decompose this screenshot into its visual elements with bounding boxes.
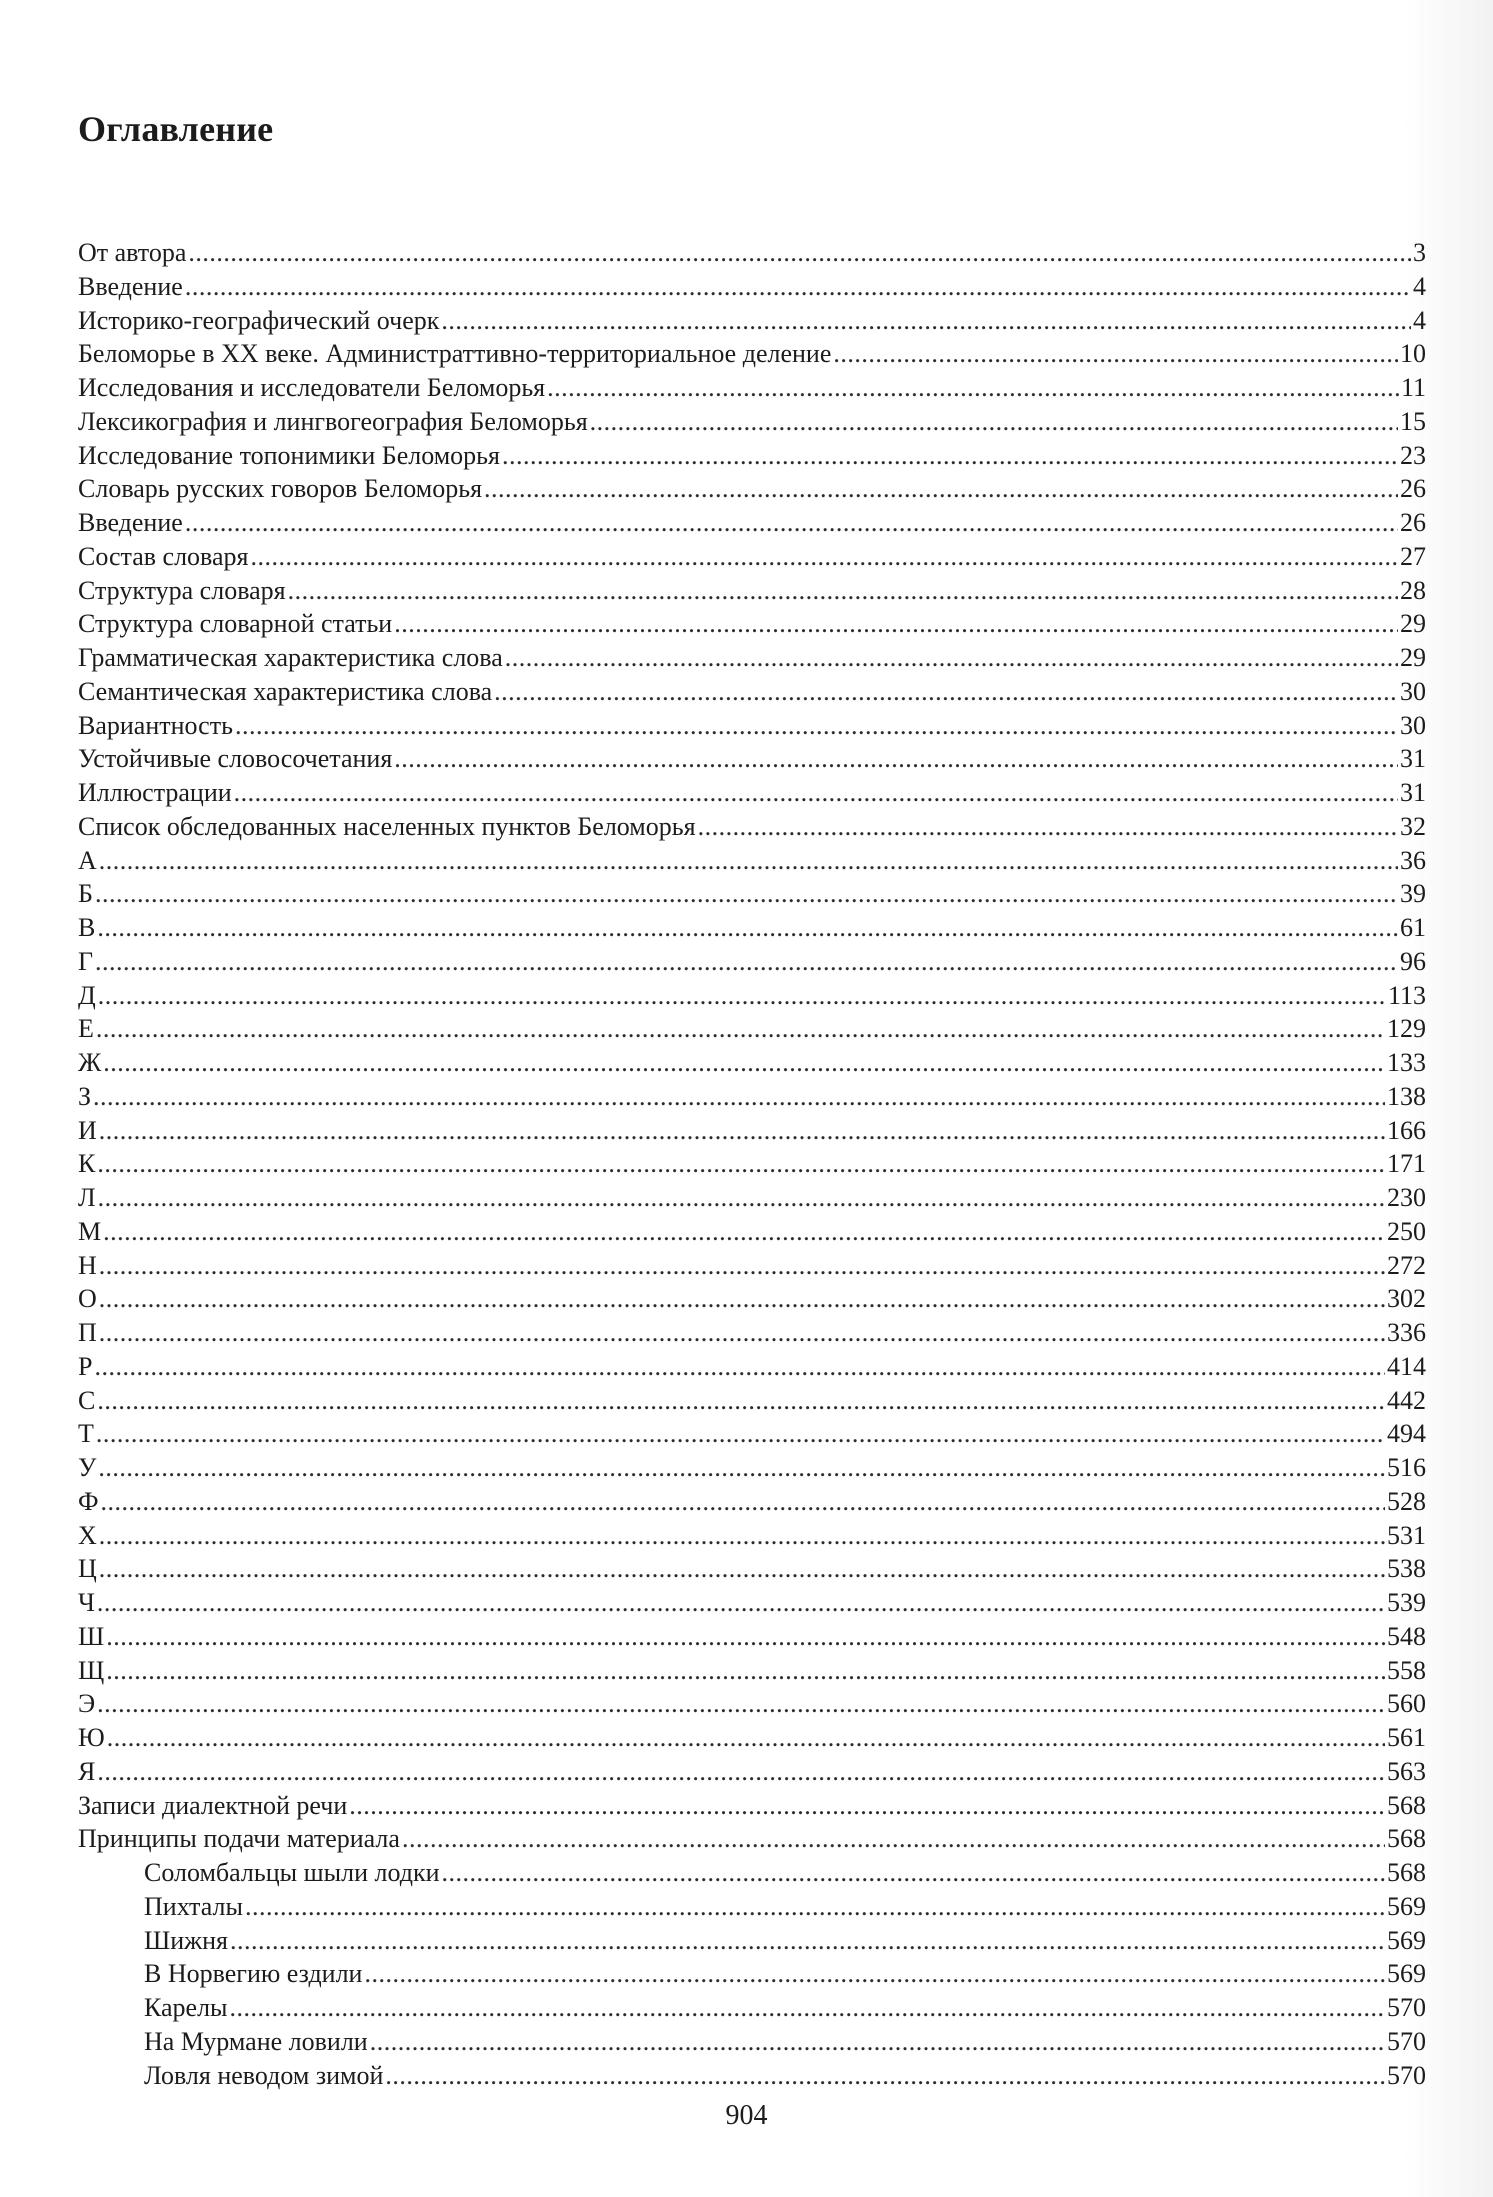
toc-page-number: 30 xyxy=(1400,710,1426,740)
toc-page-number: 61 xyxy=(1400,913,1426,942)
toc-page-number: 36 xyxy=(1400,845,1426,875)
toc-subentry xyxy=(78,1957,1426,1991)
toc-page-number: 558 xyxy=(1387,1655,1426,1685)
toc-subentry xyxy=(78,2059,1426,2093)
page-number: 904 xyxy=(725,2100,768,2131)
toc-entry-title: Н xyxy=(78,1250,97,1280)
toc-page-number: 414 xyxy=(1387,1351,1426,1381)
dot-leader xyxy=(99,1114,1385,1148)
dot-leader xyxy=(698,810,1398,844)
toc-entry-title: Ж xyxy=(78,1048,102,1077)
toc-entry-title: О xyxy=(78,1284,97,1314)
toc-page-number: 11 xyxy=(1400,373,1426,402)
dot-leader xyxy=(106,1620,1385,1654)
dot-leader xyxy=(484,472,1398,506)
dot-leader xyxy=(93,1080,1385,1114)
toc-entry-title: Б xyxy=(78,879,93,909)
toc-entry xyxy=(78,1316,1426,1350)
toc-entry-title: Р xyxy=(78,1351,93,1381)
toc-entry-title: З xyxy=(78,1081,92,1111)
dot-leader xyxy=(502,439,1398,473)
toc-page-number: 171 xyxy=(1387,1149,1426,1179)
toc-entry-title: Х xyxy=(78,1520,97,1550)
toc-entry xyxy=(78,439,1426,473)
toc-page-number: 4 xyxy=(1413,305,1426,335)
toc-entry-title: П xyxy=(78,1318,97,1347)
toc-page-number: 230 xyxy=(1387,1183,1426,1212)
dot-leader xyxy=(98,1181,1385,1215)
toc-entry xyxy=(78,877,1426,911)
toc-page-number: 272 xyxy=(1387,1250,1426,1280)
toc-entry-title: Щ xyxy=(78,1655,105,1685)
dot-leader xyxy=(245,1890,1385,1924)
toc-entry xyxy=(78,1687,1426,1721)
toc-page-number: 569 xyxy=(1387,1925,1426,1955)
toc-entry xyxy=(78,607,1426,641)
toc-entry xyxy=(78,540,1426,574)
toc-entry xyxy=(78,1384,1426,1418)
toc-entry xyxy=(78,1451,1426,1485)
toc-page-number: 31 xyxy=(1400,744,1426,774)
toc-entry-title: Беломорье в XX веке. Администраттивно-территориальное деление xyxy=(78,339,832,369)
toc-entry xyxy=(78,776,1426,810)
dot-leader xyxy=(442,1856,1385,1890)
toc-entry xyxy=(78,1215,1426,1249)
dot-leader xyxy=(98,979,1386,1013)
dot-leader xyxy=(370,2025,1385,2059)
dot-leader xyxy=(185,506,1398,540)
toc-page-number: 494 xyxy=(1387,1419,1426,1449)
toc-entry-title: Г xyxy=(78,946,94,976)
toc-page-number: 96 xyxy=(1400,946,1426,976)
dot-leader xyxy=(97,1687,1385,1721)
toc-entry-title: Список обследованных населенных пунктов Беломорья xyxy=(78,811,696,841)
toc-entry-title: М xyxy=(78,1216,102,1246)
dot-leader xyxy=(590,405,1398,439)
toc-entry-title: Словарь русских говоров Беломорья xyxy=(78,474,483,504)
toc-entry-title: Введение xyxy=(78,271,183,301)
toc-entry xyxy=(78,1586,1426,1620)
dot-leader xyxy=(833,337,1398,371)
toc-page-number: 29 xyxy=(1400,609,1426,639)
toc-entry-title: Исследования и исследователи Беломорья xyxy=(78,373,546,402)
toc-entry-title: От автора xyxy=(78,238,187,267)
toc-page-number: 28 xyxy=(1400,575,1426,605)
dot-leader xyxy=(364,1957,1385,1991)
toc-entry xyxy=(78,1417,1426,1451)
dot-leader xyxy=(235,709,1398,743)
toc-entry-title: Состав словаря xyxy=(78,541,249,571)
toc-entry-title: С xyxy=(78,1385,96,1415)
toc-page-number: 560 xyxy=(1387,1689,1426,1719)
toc-page-number: 569 xyxy=(1387,1959,1426,1989)
toc-page-number: 528 xyxy=(1387,1486,1426,1516)
dot-leader xyxy=(188,236,1411,270)
toc-entry xyxy=(78,304,1426,338)
toc-page-number: 27 xyxy=(1400,541,1426,571)
toc-entry-title: Записи диалектной речи xyxy=(78,1790,348,1820)
toc-entry xyxy=(78,945,1426,979)
dot-leader xyxy=(385,2059,1385,2093)
toc-entry xyxy=(78,1721,1426,1755)
toc-page-number: 10 xyxy=(1400,339,1426,369)
toc-entry xyxy=(78,371,1426,405)
dot-leader xyxy=(95,945,1398,979)
toc-page-number: 548 xyxy=(1387,1621,1426,1651)
toc-entry-title: В Норвегию ездили xyxy=(144,1959,363,1989)
dot-leader xyxy=(107,1721,1385,1755)
toc-entry-title: Ф xyxy=(78,1486,99,1516)
toc-entry-title: Введение xyxy=(78,508,183,537)
toc-entry-title: Устойчивые словосочетания xyxy=(78,744,393,774)
dot-leader xyxy=(99,1316,1385,1350)
toc-entry-title: Иллюстрации xyxy=(78,778,232,807)
toc-entry-title: Лексикография и лингвогеография Беломорья xyxy=(78,406,588,436)
toc-page-number: 561 xyxy=(1387,1723,1426,1752)
dot-leader xyxy=(99,1282,1385,1316)
dot-leader xyxy=(106,1654,1385,1688)
toc-entry-title: Т xyxy=(78,1419,94,1449)
toc-entry-title: У xyxy=(78,1453,97,1482)
dot-leader xyxy=(234,776,1398,810)
toc-entry xyxy=(78,405,1426,439)
dot-leader xyxy=(101,1485,1385,1519)
toc-entry xyxy=(78,1822,1426,1856)
toc-page-number: 538 xyxy=(1387,1554,1426,1584)
toc-subentry xyxy=(78,1991,1426,2025)
toc-page-number: 3 xyxy=(1413,238,1426,267)
toc-entry xyxy=(78,911,1426,945)
toc-page-number: 568 xyxy=(1387,1858,1426,1887)
dot-leader xyxy=(99,1249,1385,1283)
toc-entry xyxy=(78,1012,1426,1046)
toc-page-number: 31 xyxy=(1400,778,1426,807)
toc-entry-title: Ц xyxy=(78,1554,97,1584)
toc-page-number: 39 xyxy=(1400,879,1426,909)
dot-leader xyxy=(97,1147,1385,1181)
toc-subentry xyxy=(78,1856,1426,1890)
dot-leader xyxy=(94,1350,1385,1384)
dot-leader xyxy=(95,877,1398,911)
dot-leader xyxy=(99,844,1398,878)
toc-entry xyxy=(78,709,1426,743)
toc-entry-title: Вариантность xyxy=(78,710,233,740)
dot-leader xyxy=(103,1215,1385,1249)
toc-page-number: 568 xyxy=(1387,1824,1426,1854)
toc-entry xyxy=(78,1755,1426,1789)
toc-page-number: 531 xyxy=(1387,1520,1426,1550)
toc-entry-title: Структура словаря xyxy=(78,575,286,605)
toc-page-number: 133 xyxy=(1387,1048,1426,1077)
toc-entry xyxy=(78,574,1426,608)
toc-entry xyxy=(78,1552,1426,1586)
toc-entry-title: Е xyxy=(78,1014,94,1044)
dot-leader xyxy=(185,270,1411,304)
toc-page-number: 4 xyxy=(1413,271,1426,301)
toc-entry xyxy=(78,1519,1426,1553)
toc-entry xyxy=(78,1789,1426,1823)
toc-entry-title: На Мурмане ловили xyxy=(144,2026,368,2056)
toc-entry-title: К xyxy=(78,1149,96,1179)
toc-entry-title: Д xyxy=(78,980,96,1010)
toc-entry xyxy=(78,1147,1426,1181)
dot-leader xyxy=(394,742,1398,776)
toc-page-number: 29 xyxy=(1400,643,1426,672)
toc-subentry xyxy=(78,2025,1426,2059)
dot-leader xyxy=(98,1451,1385,1485)
toc-subentry xyxy=(78,1890,1426,1924)
page-title: Оглавление xyxy=(78,109,274,149)
toc-page-number: 26 xyxy=(1400,474,1426,504)
toc-page-number: 570 xyxy=(1387,2026,1426,2056)
toc-entry-title: Ловля неводом зимой xyxy=(144,2060,384,2090)
toc-entry-title: Э xyxy=(78,1689,96,1719)
dot-leader xyxy=(402,1822,1385,1856)
toc-page-number: 250 xyxy=(1387,1216,1426,1246)
dot-leader xyxy=(99,1519,1385,1553)
dot-leader xyxy=(97,1755,1385,1789)
dot-leader xyxy=(250,540,1398,574)
toc-entry-title: Ч xyxy=(78,1588,95,1617)
dot-leader xyxy=(230,1991,1385,2025)
toc-page-number: 570 xyxy=(1387,1993,1426,2022)
toc-page-number: 516 xyxy=(1387,1453,1426,1482)
toc-entry xyxy=(78,1114,1426,1148)
dot-leader xyxy=(96,1012,1385,1046)
toc-entry-title: Шижня xyxy=(144,1925,228,1955)
toc-entry xyxy=(78,844,1426,878)
dot-leader xyxy=(547,371,1399,405)
dot-leader xyxy=(99,1552,1385,1586)
toc-entry xyxy=(78,1350,1426,1384)
dot-leader xyxy=(96,1417,1385,1451)
toc-entry xyxy=(78,675,1426,709)
toc-page-number: 113 xyxy=(1387,980,1426,1010)
toc-entry xyxy=(78,1654,1426,1688)
toc-page-number: 166 xyxy=(1387,1115,1426,1145)
toc-entry xyxy=(78,742,1426,776)
dot-leader xyxy=(441,304,1411,338)
toc-page-number: 569 xyxy=(1387,1891,1426,1921)
toc-entry xyxy=(78,641,1426,675)
dot-leader xyxy=(103,1046,1385,1080)
toc-entry xyxy=(78,236,1426,270)
toc-entry xyxy=(78,1080,1426,1114)
toc-page-number: 26 xyxy=(1400,508,1426,537)
toc-page-number: 23 xyxy=(1400,440,1426,470)
toc-entry-title: Грамматическая характеристика слова xyxy=(78,643,503,672)
dot-leader xyxy=(494,675,1398,709)
toc-subentry xyxy=(78,1924,1426,1958)
toc-entry-title: Я xyxy=(78,1756,96,1786)
toc-entry-title: Историко-географический очерк xyxy=(78,305,440,335)
toc-page-number: 30 xyxy=(1400,676,1426,706)
toc-page-number: 336 xyxy=(1387,1318,1426,1347)
dot-leader xyxy=(394,607,1398,641)
toc-entry-title: А xyxy=(78,845,97,875)
toc-entry xyxy=(78,1620,1426,1654)
toc-entry-title: В xyxy=(78,913,96,942)
dot-leader xyxy=(349,1789,1385,1823)
toc-entry xyxy=(78,1249,1426,1283)
toc-page-number: 568 xyxy=(1387,1790,1426,1820)
toc-entry xyxy=(78,1282,1426,1316)
dot-leader xyxy=(97,1384,1385,1418)
toc-entry-title: Ш xyxy=(78,1621,105,1651)
toc-entry xyxy=(78,1181,1426,1215)
toc-entry-title: И xyxy=(78,1115,97,1145)
toc-entry xyxy=(78,979,1426,1013)
table-of-contents xyxy=(78,236,1426,2092)
toc-entry-title: Структура словарной статьи xyxy=(78,609,393,639)
dot-leader xyxy=(230,1924,1385,1958)
toc-entry-title: Пихталы xyxy=(144,1891,243,1921)
toc-entry-title: Семантическая характеристика слова xyxy=(78,676,493,706)
dot-leader xyxy=(505,641,1398,675)
toc-entry-title: Л xyxy=(78,1183,96,1212)
dot-leader xyxy=(97,911,1398,945)
toc-entry xyxy=(78,810,1426,844)
toc-page-number: 563 xyxy=(1387,1756,1426,1786)
toc-entry xyxy=(78,270,1426,304)
toc-entry xyxy=(78,1485,1426,1519)
toc-page-number: 302 xyxy=(1387,1284,1426,1314)
toc-entry-title: Принципы подачи материала xyxy=(78,1824,400,1854)
toc-entry xyxy=(78,337,1426,371)
toc-page-number: 32 xyxy=(1400,811,1426,841)
toc-page-number: 129 xyxy=(1387,1014,1426,1044)
toc-page-number: 15 xyxy=(1400,406,1426,436)
toc-page-number: 442 xyxy=(1387,1385,1426,1415)
dot-leader xyxy=(97,1586,1385,1620)
toc-entry xyxy=(78,506,1426,540)
toc-entry-title: Соломбальцы шыли лодки xyxy=(144,1858,440,1887)
toc-entry-title: Ю xyxy=(78,1723,105,1752)
dot-leader xyxy=(288,574,1398,608)
toc-page-number: 539 xyxy=(1387,1588,1426,1617)
toc-entry-title: Исследование топонимики Беломорья xyxy=(78,440,500,470)
toc-entry xyxy=(78,472,1426,506)
toc-page-number: 570 xyxy=(1387,2060,1426,2090)
toc-page-number: 138 xyxy=(1387,1081,1426,1111)
toc-entry-title: Карелы xyxy=(144,1993,228,2022)
toc-entry xyxy=(78,1046,1426,1080)
